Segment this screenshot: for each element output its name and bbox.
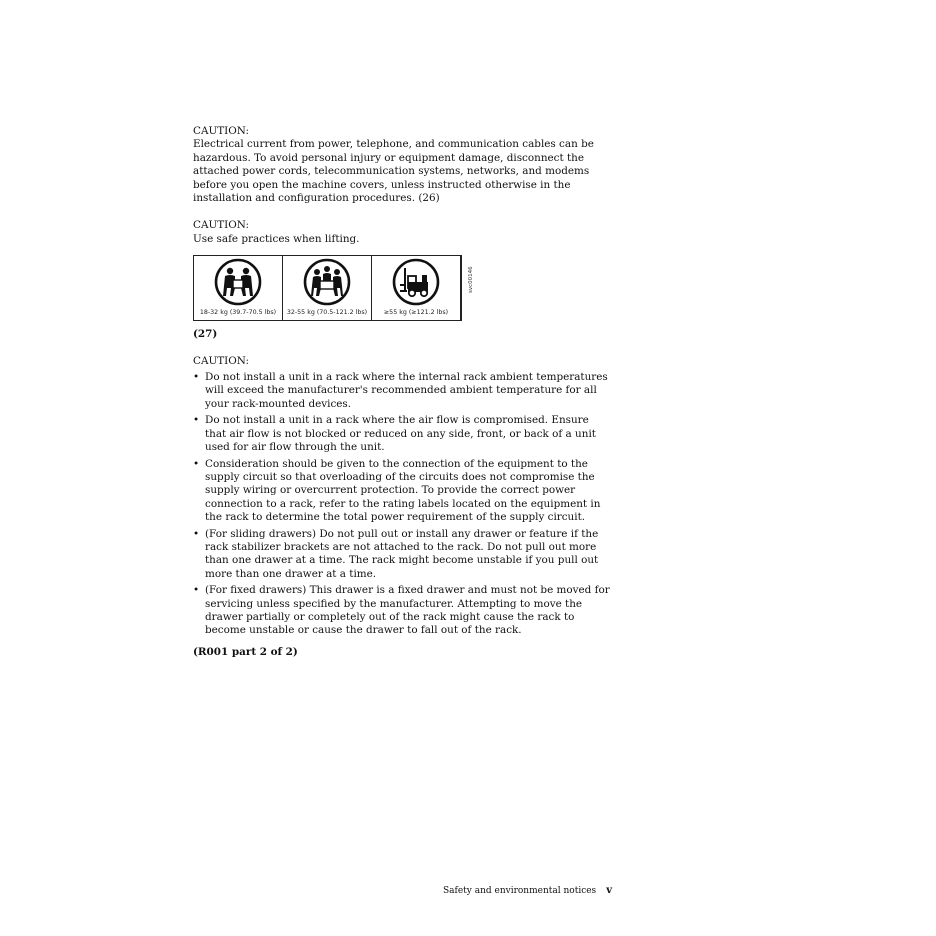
list-item: • Do not install a unit in a rack where the internal rack ambient temperatures will exceed the manufacturer's recommended ambient temperature for all your rack-mounted devices.	[193, 371, 608, 410]
list-item-text: (For fixed drawers) This drawer is a fixed drawer and must not be moved for servicing unless specified by the manufacturer. Attempting to move the drawer partially or completely out of the rack might cause the rack to become unstable or cause the drawer to fall out of the rack.	[205, 584, 610, 637]
forklift-icon	[392, 258, 440, 306]
three-person-lift-icon	[303, 258, 351, 306]
page-body	[193, 125, 613, 670]
caution-heading: CAUTION:	[193, 125, 249, 137]
lift-weight-label: 18-32 kg (39.7-70.5 lbs)	[199, 309, 277, 317]
page-number: v	[606, 885, 612, 896]
list-item: • Do not install a unit in a rack where the air flow is compromised. Ensure that air flow is not blocked or reduced on any side, front, or back of a unit used for air flow through the unit.	[193, 414, 596, 454]
figure-reference: (27)	[193, 328, 218, 341]
list-item-text: Do not install a unit in a rack where the air flow is compromised. Ensure that air flow is not blocked or reduced on any side, front, or back of a unit used for air flow through the unit.	[205, 414, 596, 454]
caution-rack	[193, 355, 613, 660]
list-item: • (For fixed drawers) This drawer is a fixed drawer and must not be moved for servicing unless specified by the manufacturer. Attempting to move the drawer partially or completely out of the rack might cause the rack to become unstable or cause the drawer to fall out of the rack.	[193, 584, 610, 637]
lift-weight-label: 32-55 kg (70.5-121.2 lbs)	[286, 309, 368, 317]
list-item-text: Consideration should be given to the connection of the equipment to the supply circuit so that overloading of the circuits does not compromise the supply wiring or overcurrent protection. To provide the correct power connection to a rack, refer to the rating labels located on the equipment in the rack to determine the total power requirement of the supply circuit.	[205, 457, 601, 524]
caution-lifting	[193, 219, 613, 246]
caution-heading: CAUTION:	[193, 219, 249, 232]
caution-electrical	[193, 125, 613, 205]
footer-section-title: Safety and environmental notices	[442, 886, 597, 896]
caution-heading: CAUTION:	[193, 354, 249, 367]
list-item-text: (For sliding drawers) Do not pull out or install any drawer or feature if the rack stabilizer brackets are not attached to the rack. Do not pull out more than one drawer at a time. The rack might become unstable if you pull out more than one drawer at a time.	[205, 527, 599, 580]
list-item-text: Do not install a unit in a rack where the internal rack ambient temperatures will exceed the manufacturer's recommended ambient temperature for all your rack-mounted devices.	[205, 371, 608, 410]
list-item: • (For sliding drawers) Do not pull out or install any drawer or feature if the rack stabilizer brackets are not attached to the rack. Do not pull out more than one drawer at a time. The rack might become unstable if you pull out more than one drawer at a time.	[193, 527, 599, 580]
page-footer	[443, 885, 612, 896]
figure-code: svc00146	[468, 266, 474, 294]
lift-cell-three-person	[283, 256, 372, 320]
caution-text: Electrical current from power, telephone, and communication cables can be hazardous. To avoid personal injury or equipment damage, disconnect the attached power cords, telecommunication systems, networks, and modems before you open the machine covers, unless instructed otherwise in the installation and configuration procedures. (26)	[193, 138, 594, 205]
list-item: • Consideration should be given to the connection of the equipment to the supply circuit so that overloading of the circuits does not compromise the supply wiring or overcurrent protection. To provide the correct power connection to a rack, refer to the rating labels located on the equipment in the rack to determine the total power requirement of the supply circuit.	[193, 457, 601, 524]
caution-text: Use safe practices when lifting.	[193, 232, 360, 245]
two-person-lift-icon	[214, 258, 262, 306]
caution-list	[193, 371, 613, 638]
caution-reference: (R001 part 2 of 2)	[193, 645, 298, 658]
lifting-figure	[193, 255, 474, 321]
lift-cell-forklift	[372, 256, 461, 320]
lift-cell-two-person	[194, 256, 283, 320]
lift-weight-label: ≥55 kg (≥121.2 lbs)	[383, 309, 449, 317]
